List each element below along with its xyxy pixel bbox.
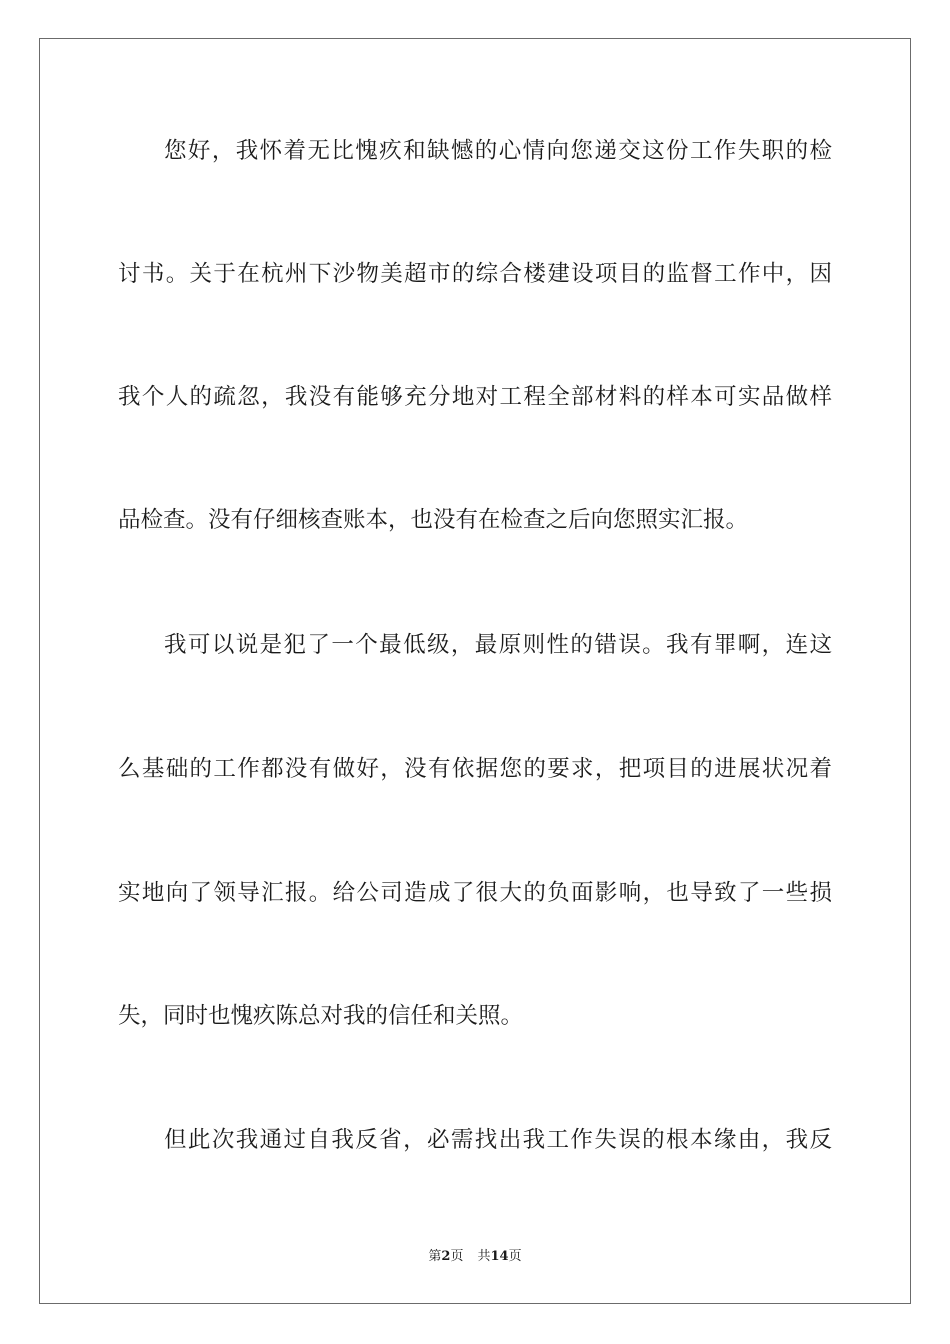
page-footer bbox=[0, 1248, 950, 1266]
page-prefix: 第 bbox=[428, 1249, 442, 1264]
text-line-5: 我可以说是犯了一个最低级，最原则性的错误。我有罪啊，连这 bbox=[164, 632, 832, 658]
total-pages: 14 bbox=[490, 1249, 509, 1264]
text-line-7: 实地向了领导汇报。给公司造成了很大的负面影响，也导致了一些损 bbox=[118, 880, 832, 906]
page-frame bbox=[39, 38, 911, 1304]
page-suffix: 页 bbox=[450, 1249, 464, 1264]
page-number: 2 bbox=[441, 1249, 451, 1264]
text-line-8: 失，同时也愧疚陈总对我的信任和关照。 bbox=[118, 1003, 524, 1029]
total-prefix: 共 bbox=[477, 1249, 491, 1264]
text-line-9: 但此次我通过自我反省，必需找出我工作失误的根本缘由，我反 bbox=[164, 1127, 832, 1153]
total-suffix: 页 bbox=[508, 1249, 522, 1264]
text-line-1: 您好，我怀着无比愧疚和缺憾的心情向您递交这份工作失职的检 bbox=[164, 138, 832, 164]
text-line-3: 我个人的疏忽，我没有能够充分地对工程全部材料的样本可实品做样 bbox=[118, 384, 832, 410]
text-line-2: 讨书。关于在杭州下沙物美超市的综合楼建设项目的监督工作中，因 bbox=[118, 261, 832, 287]
text-line-6: 么基础的工作都没有做好，没有依据您的要求，把项目的进展状况着 bbox=[118, 756, 832, 782]
text-line-4: 品检查。没有仔细核查账本，也没有在检查之后向您照实汇报。 bbox=[118, 507, 749, 533]
